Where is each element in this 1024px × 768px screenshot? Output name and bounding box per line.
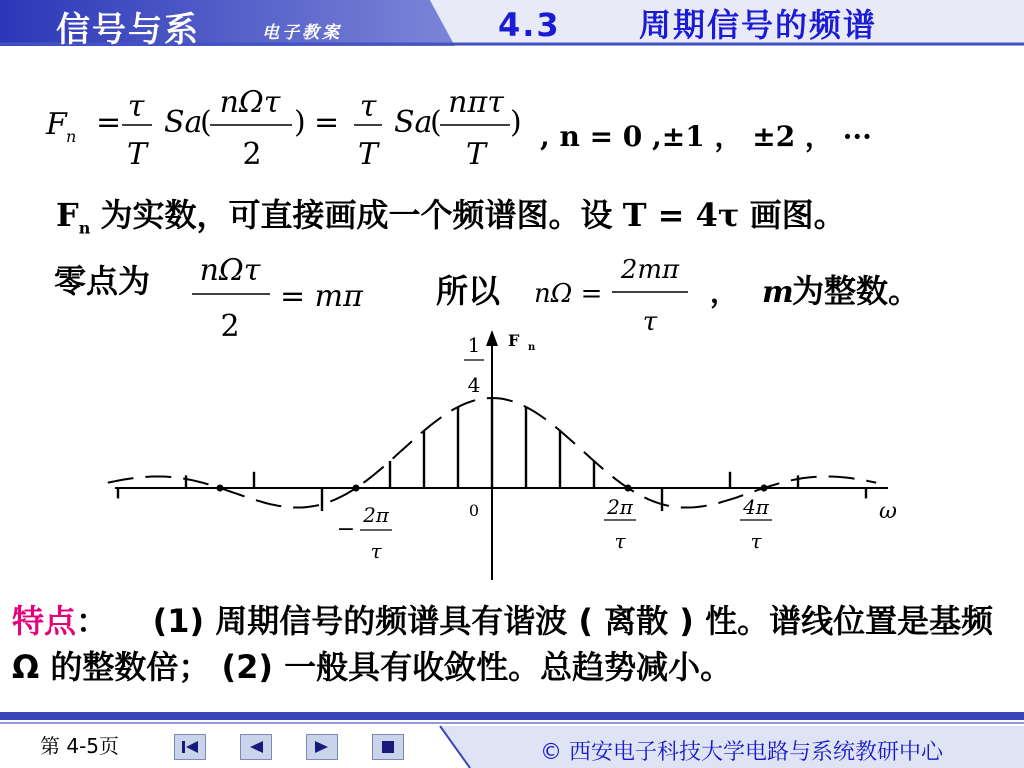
fn-symbol: F	[46, 107, 67, 142]
pos2-den: τ	[750, 529, 762, 553]
features-paragraph	[12, 598, 1012, 690]
neg-label-den: τ	[370, 539, 382, 563]
svg-text:=: =	[314, 105, 340, 140]
origin-label: 0	[468, 501, 480, 520]
nav-prev-button[interactable]	[240, 734, 272, 760]
svg-text:): )	[294, 105, 306, 140]
t-equals: T = 4τ	[622, 196, 740, 234]
zero-point-dot	[761, 485, 768, 492]
y-tick-num: 1	[467, 333, 481, 357]
eq-rhs: = mπ	[280, 279, 363, 314]
nav-end-button[interactable]	[372, 734, 404, 760]
n-omega-tau: nΩτ	[219, 85, 281, 120]
fn-formula	[40, 82, 920, 182]
so-label: 所以	[436, 272, 501, 310]
fn-real-text: 为实数，可直接画成一个频谱图。设	[100, 196, 613, 234]
x-axis-label: ω	[879, 499, 897, 524]
sa-1: Sa	[164, 105, 203, 140]
svg-text:=: =	[96, 105, 122, 140]
T-den-2: T	[357, 137, 379, 172]
section-title	[498, 0, 877, 46]
section-title-text: 周期信号的频谱	[638, 6, 877, 44]
frac2-den: τ	[642, 307, 658, 337]
neg-label-num: 2π	[363, 503, 389, 527]
skip-first-icon	[181, 740, 199, 754]
fn-label: F	[56, 196, 79, 234]
frac-den: 2	[220, 309, 240, 344]
zero-point-dot	[625, 485, 632, 492]
zero-point-dot	[353, 485, 360, 492]
n-omega-eq: nΩ =	[534, 279, 603, 309]
fn-label-sub: n	[78, 218, 91, 238]
n-pi-tau: nπτ	[448, 85, 504, 120]
comma: ，	[710, 276, 739, 309]
draw-text: 画图。	[749, 196, 846, 234]
nav-first-button[interactable]	[174, 734, 206, 760]
next-arrow-icon	[313, 740, 331, 754]
line-fn-real	[56, 190, 846, 237]
section-number: 4.3	[498, 6, 561, 44]
T-den-3: T	[465, 137, 487, 172]
tau-num-2: τ	[359, 89, 377, 124]
fn-subscript: n	[66, 127, 77, 146]
header-bar	[0, 0, 1024, 46]
T-den-1: T	[126, 137, 148, 172]
frac2-num: 2mπ	[620, 255, 680, 285]
y-axis-arrow	[486, 330, 498, 346]
course-subtitle: 电子教案	[262, 23, 342, 43]
zero-point-dot	[217, 485, 224, 492]
zero-label: 零点为	[54, 262, 151, 300]
y-tick-den: 4	[467, 373, 481, 397]
pos1-den: τ	[614, 529, 626, 553]
integer-text: 为整数。	[792, 272, 921, 310]
copyright-text: © 西安电子科技大学电路与系统教研中心	[540, 740, 943, 765]
spectrum-plot	[0, 330, 1024, 590]
y-axis-label-sub: n	[528, 342, 536, 353]
svg-text:(: (	[200, 105, 212, 140]
sa-2: Sa	[394, 105, 433, 140]
frac-num: nΩτ	[199, 253, 261, 288]
features-text: (1) 周期信号的频谱具有谐波 ( 离散 ) 性。谱线位置是基频 Ω 的整数倍； (2) 一般具有收敛性。总趋势减小。	[12, 602, 994, 686]
nav-next-button[interactable]	[306, 734, 338, 760]
y-axis-label: F	[508, 331, 520, 350]
neg-label-sign: −	[336, 517, 356, 542]
pos2-num: 4π	[743, 495, 769, 519]
svg-text:(: (	[430, 105, 442, 140]
m-var: m	[762, 275, 794, 310]
svg-text:): )	[510, 105, 522, 140]
two-den: 2	[242, 137, 262, 172]
n-range: , n = 0 ,±1 ， ±2 ， ···	[540, 120, 872, 153]
course-title: 信号与系	[56, 10, 200, 46]
stop-square-icon	[379, 740, 397, 754]
features-label: 特点	[12, 602, 77, 640]
page-number: 第 4-5页	[40, 734, 120, 758]
tau-num-1: τ	[127, 89, 145, 124]
features-colon: ：	[76, 602, 109, 640]
prev-arrow-icon	[247, 740, 265, 754]
pos1-num: 2π	[607, 495, 633, 519]
